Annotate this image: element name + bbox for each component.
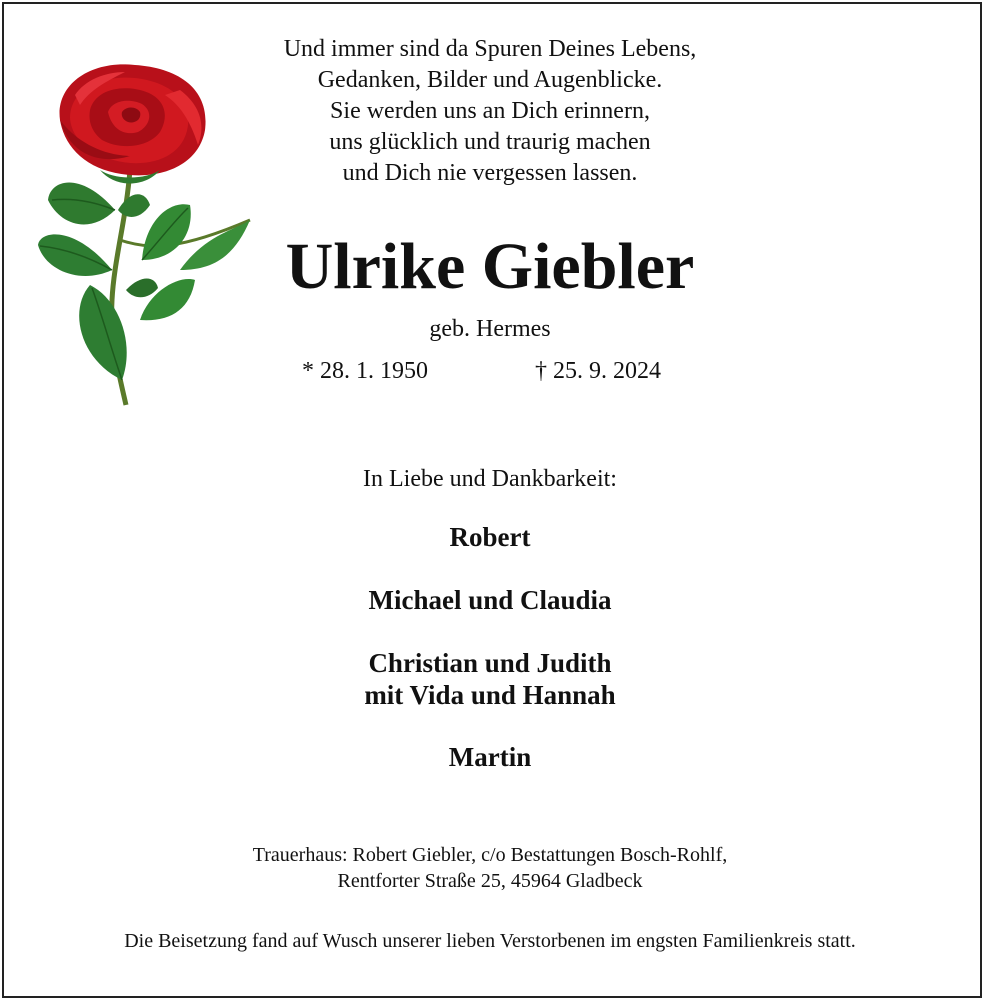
family-member: Christian und Judith xyxy=(368,648,612,678)
address-line: Rentforter Straße 25, 45964 Gladbeck xyxy=(337,870,643,892)
death-date: † 25. 9. 2024 xyxy=(535,358,661,384)
poem xyxy=(180,34,800,189)
family-member: Martin xyxy=(448,742,532,772)
poem-line: Sie werden uns an Dich erinnern, xyxy=(330,98,650,124)
deceased-name: Ulrike Giebler xyxy=(285,230,695,303)
mourning-address xyxy=(100,842,880,894)
address-line: Trauerhaus: Robert Giebler, c/o Bestattungen Bosch-Rohlf, xyxy=(252,844,728,866)
birth-date: * 28. 1. 1950 xyxy=(302,358,428,384)
maiden-name: geb. Hermes xyxy=(429,316,551,342)
poem-line: Und immer sind da Spuren Deines Lebens, xyxy=(283,36,697,62)
poem-line: Gedanken, Bilder und Augenblicke. xyxy=(317,67,663,93)
family-intro: In Liebe und Dankbarkeit: xyxy=(363,466,617,492)
poem-line: und Dich nie vergessen lassen. xyxy=(342,160,638,186)
burial-note: Die Beisetzung fand auf Wusch unserer lieben Verstorbenen im engsten Familienkreis statt. xyxy=(124,930,856,952)
family-member: mit Vida und Hannah xyxy=(364,680,616,710)
family-member: Robert xyxy=(449,522,531,552)
family-member: Michael und Claudia xyxy=(368,585,612,615)
poem-line: uns glücklich und traurig machen xyxy=(329,129,651,155)
